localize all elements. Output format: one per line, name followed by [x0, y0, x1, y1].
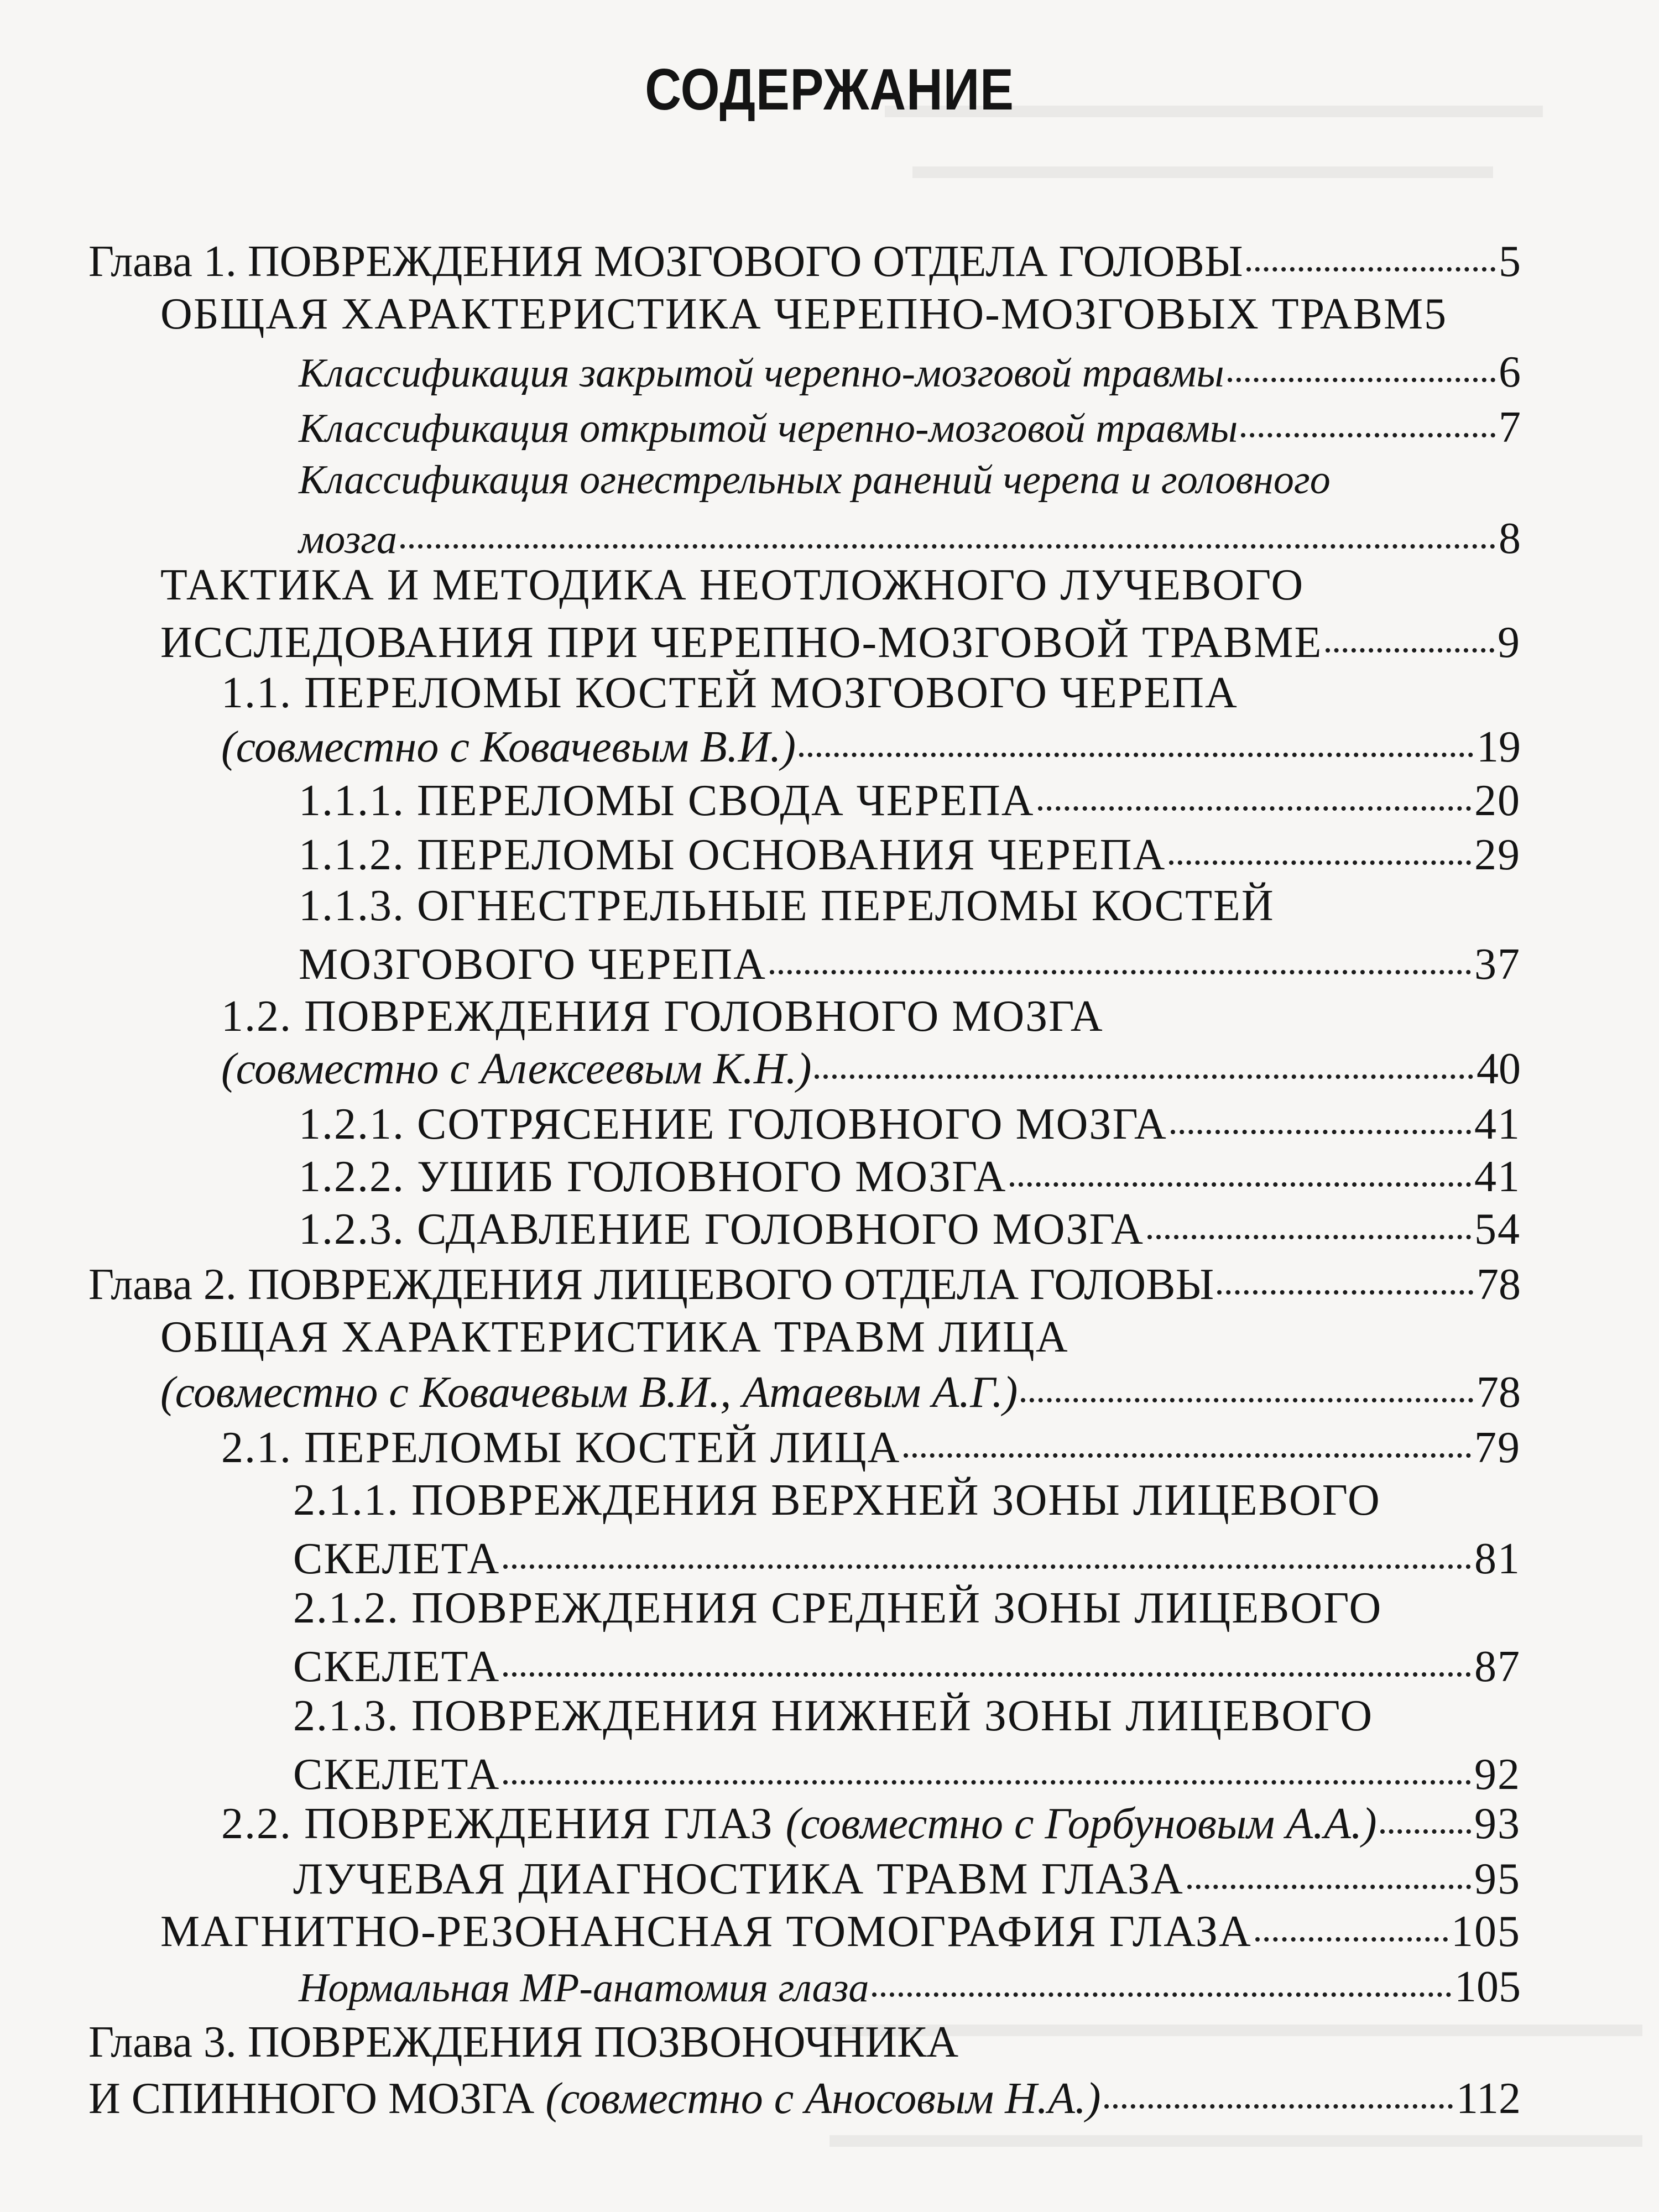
toc-page-number: 81: [1474, 1535, 1521, 1583]
toc-entry-subsection: [299, 1203, 1521, 1256]
toc-entry-subsection: [299, 401, 1521, 455]
toc-entry-subsection: [293, 1853, 1521, 1906]
toc-entry-title: 2.1.2. ПОВРЕЖДЕНИЯ СРЕДНЕЙ ЗОНЫ ЛИЦЕВОГО: [293, 1584, 1383, 1632]
toc-page-number: 78: [1477, 1260, 1521, 1309]
leader-dots: [799, 753, 1473, 757]
bleed-through-decoration: ▬▬▬▬▬▬▬▬▬▬▬▬▬▬▬: [912, 144, 1493, 187]
toc-entry-coauthor-text: (совместно с Аносовым Н.А.): [545, 2074, 1101, 2123]
toc-entry-title: 1.1.3. ОГНЕСТРЕЛЬНЫЕ ПЕРЕЛОМЫ КОСТЕЙ: [299, 881, 1275, 930]
toc-page-number: 5: [1499, 237, 1521, 286]
toc-entry-title: 2.1.3. ПОВРЕЖДЕНИЯ НИЖНЕЙ ЗОНЫ ЛИЦЕВОГО: [293, 1692, 1374, 1740]
toc-page-number: 37: [1474, 940, 1521, 989]
toc-page-number: 92: [1474, 1750, 1521, 1799]
toc-entry-title-cont: СКЕЛЕТА: [293, 1642, 500, 1691]
leader-dots: [1104, 2104, 1453, 2109]
toc-page-number: 19: [1477, 723, 1521, 771]
toc-entry-coauthor-text: (совместно с Ковачевым В.И.): [221, 723, 796, 771]
toc-entry-section: [160, 559, 1521, 669]
toc-entry-coauthor: [221, 721, 1521, 774]
toc-entry-subsection: [299, 1098, 1521, 1151]
leader-dots: [400, 544, 1495, 549]
toc-entry-title: 2.1. ПЕРЕЛОМЫ КОСТЕЙ ЛИЦА: [221, 1423, 901, 1472]
leader-dots: [1038, 806, 1472, 811]
toc-entry-title: Глава 1. ПОВРЕЖДЕНИЯ МОЗГОВОГО ОТДЕЛА ГОЛОВЫ: [88, 237, 1243, 286]
toc-entry-subsection: [293, 1689, 1521, 1801]
toc-entry-subsection: [293, 1474, 1521, 1585]
leader-dots: [1171, 1130, 1471, 1134]
leader-dots: [503, 1672, 1471, 1677]
toc-page-number: 41: [1474, 1152, 1521, 1201]
toc-page-number: 54: [1474, 1205, 1521, 1254]
toc-page-number: 105: [1451, 1907, 1521, 1956]
leader-dots: [1246, 267, 1495, 272]
leader-dots: [1021, 1398, 1473, 1402]
bleed-through-decoration: ▬▬▬▬▬▬▬▬▬▬▬▬▬▬▬▬▬▬▬▬▬: [830, 2002, 1642, 2045]
toc-entry-title: ТАКТИКА И МЕТОДИКА НЕОТЛОЖНОГО ЛУЧЕВОГО: [160, 561, 1305, 609]
leader-dots: [770, 970, 1471, 974]
toc-page-number: 93: [1474, 1799, 1521, 1848]
toc-entry-title-cont: СКЕЛЕТА: [293, 1535, 500, 1583]
toc-page-number: 5: [1424, 290, 1448, 338]
toc-page-number: 40: [1477, 1045, 1521, 1093]
toc-entry-title: 1.2.1. СОТРЯСЕНИЕ ГОЛОВНОГО МОЗГА: [299, 1100, 1167, 1149]
toc-entry-title: Классификация закрытой черепно-мозговой травмы: [299, 351, 1224, 396]
leader-dots: [1241, 433, 1495, 437]
leader-dots: [815, 1074, 1473, 1079]
page-title: СОДЕРЖАНИЕ: [645, 57, 1014, 122]
toc-entry-section: [160, 288, 1521, 341]
toc-entry-title: ЛУЧЕВАЯ ДИАГНОСТИКА ТРАВМ ГЛАЗА: [293, 1855, 1184, 1903]
leader-dots: [1380, 1829, 1471, 1834]
toc-entry-chapter-3: [88, 2016, 1521, 2125]
toc-entry-subsection: [299, 1960, 1521, 2015]
leader-dots: [503, 1780, 1471, 1785]
toc-entry-subsection: [299, 453, 1521, 566]
leader-dots: [503, 1564, 1471, 1569]
toc-entry-title: Глава 2. ПОВРЕЖДЕНИЯ ЛИЦЕВОГО ОТДЕЛА ГОЛОВЫ: [88, 1260, 1214, 1309]
toc-entry-section: [221, 1421, 1521, 1474]
bleed-through-decoration: ▬▬▬▬▬▬▬▬▬▬▬▬▬▬▬▬▬▬▬▬▬: [830, 2113, 1642, 2156]
toc-entry-title: 1.1. ПЕРЕЛОМЫ КОСТЕЙ МОЗГОВОГО ЧЕРЕПА: [221, 669, 1238, 717]
toc-page-number: 20: [1474, 776, 1521, 825]
leader-dots: [1147, 1235, 1471, 1239]
toc-page-number: 87: [1474, 1642, 1521, 1691]
toc-entry-subsection: [299, 879, 1521, 991]
toc-entry-section: [160, 1905, 1521, 1958]
toc-page-number: 9: [1498, 618, 1521, 667]
toc-page-number: 6: [1499, 348, 1521, 397]
toc-entry-title: МАГНИТНО-РЕЗОНАНСНАЯ ТОМОГРАФИЯ ГЛАЗА: [160, 1907, 1252, 1956]
leader-dots: [1255, 1937, 1448, 1942]
leader-dots: [1228, 378, 1495, 382]
toc-entry-title: 1.1.1. ПЕРЕЛОМЫ СВОДА ЧЕРЕПА: [299, 776, 1035, 825]
toc-entry-coauthor-text: (совместно с Ковачевым В.И., Атаевым А.Г.): [160, 1368, 1018, 1417]
toc-entry-title: 1.1.2. ПЕРЕЛОМЫ ОСНОВАНИЯ ЧЕРЕПА: [299, 831, 1166, 879]
toc-entry-section: [221, 1797, 1521, 1850]
toc-entry-section: [221, 990, 1521, 1043]
toc-entry-title-cont: МОЗГОВОГО ЧЕРЕПА: [299, 940, 766, 989]
toc-entry-title-cont: мозга: [299, 517, 397, 562]
toc-entry-title-cont: СКЕЛЕТА: [293, 1750, 500, 1799]
leader-dots: [1326, 648, 1494, 653]
toc-entry-title: ОБЩАЯ ХАРАКТЕРИСТИКА ЧЕРЕПНО-МОЗГОВЫХ ТРАВМ: [160, 290, 1425, 338]
toc-entry-subsection: [293, 1582, 1521, 1693]
toc-entry-title: Классификация огнестрельных ранений черепа и головного: [299, 457, 1331, 503]
toc-entry-title: Нормальная МР-анатомия глаза: [299, 1965, 869, 2011]
toc-entry-section: [221, 666, 1521, 719]
toc-page-number: 105: [1454, 1963, 1521, 2011]
leader-dots: [1187, 1885, 1471, 1889]
toc-entry-subsection: [299, 828, 1521, 881]
toc-entry-title: 1.2.2. УШИБ ГОЛОВНОГО МОЗГА: [299, 1152, 1007, 1201]
toc-entry-title-cont: ИССЛЕДОВАНИЯ ПРИ ЧЕРЕПНО-МОЗГОВОЙ ТРАВМЕ: [160, 618, 1323, 667]
toc-page-number: 41: [1474, 1100, 1521, 1149]
toc-page-number: 8: [1499, 514, 1521, 563]
toc-entry-chapter-2: [88, 1258, 1521, 1311]
toc-entry-subsection: [299, 1150, 1521, 1203]
leader-dots: [1169, 860, 1471, 865]
leader-dots: [904, 1453, 1471, 1458]
toc-entry-title: Глава 3. ПОВРЕЖДЕНИЯ ПОЗВОНОЧНИКА: [88, 2018, 959, 2067]
toc-entry-coauthor-text: (совместно с Алексеевым К.Н.): [221, 1045, 812, 1093]
bleed-through-decoration: ▬▬▬▬▬▬▬▬▬▬▬▬▬▬▬▬▬: [885, 84, 1543, 126]
toc-entry-subsection: [299, 774, 1521, 827]
toc-page-number: 7: [1499, 403, 1521, 452]
toc-entry-coauthor-text: (совместно с Горбуновым А.А.): [785, 1799, 1377, 1848]
toc-page-number: 112: [1455, 2074, 1521, 2123]
toc-entry-title-cont: И СПИННОГО МОЗГА: [88, 2074, 535, 2123]
leader-dots: [1010, 1182, 1471, 1187]
toc-page-number: 95: [1474, 1855, 1521, 1903]
toc-entry-coauthor: [160, 1366, 1521, 1419]
toc-entry-title: 2.1.1. ПОВРЕЖДЕНИЯ ВЕРХНЕЙ ЗОНЫ ЛИЦЕВОГО: [293, 1476, 1381, 1525]
toc-page-number: 29: [1474, 831, 1521, 879]
toc-entry-coauthor: [221, 1042, 1521, 1095]
leader-dots: [872, 1992, 1451, 1997]
toc-entry-title: 1.2. ПОВРЕЖДЕНИЯ ГОЛОВНОГО МОЗГА: [221, 992, 1104, 1041]
toc-entry-section: [160, 1311, 1521, 1364]
toc-entry-chapter-1: [88, 235, 1521, 288]
toc-entry-title: 1.2.3. СДАВЛЕНИЕ ГОЛОВНОГО МОЗГА: [299, 1205, 1144, 1254]
toc-page-number: 79: [1474, 1423, 1521, 1472]
toc-page-number: 78: [1477, 1368, 1521, 1417]
toc-entry-title: 2.2. ПОВРЕЖДЕНИЯ ГЛАЗ: [221, 1799, 774, 1848]
toc-entry-title: Классификация открытой черепно-мозговой травмы: [299, 406, 1238, 451]
toc-entry-title: ОБЩАЯ ХАРАКТЕРИСТИКА ТРАВМ ЛИЦА: [160, 1313, 1069, 1361]
toc-entry-subsection: [299, 346, 1521, 400]
leader-dots: [1217, 1290, 1473, 1295]
